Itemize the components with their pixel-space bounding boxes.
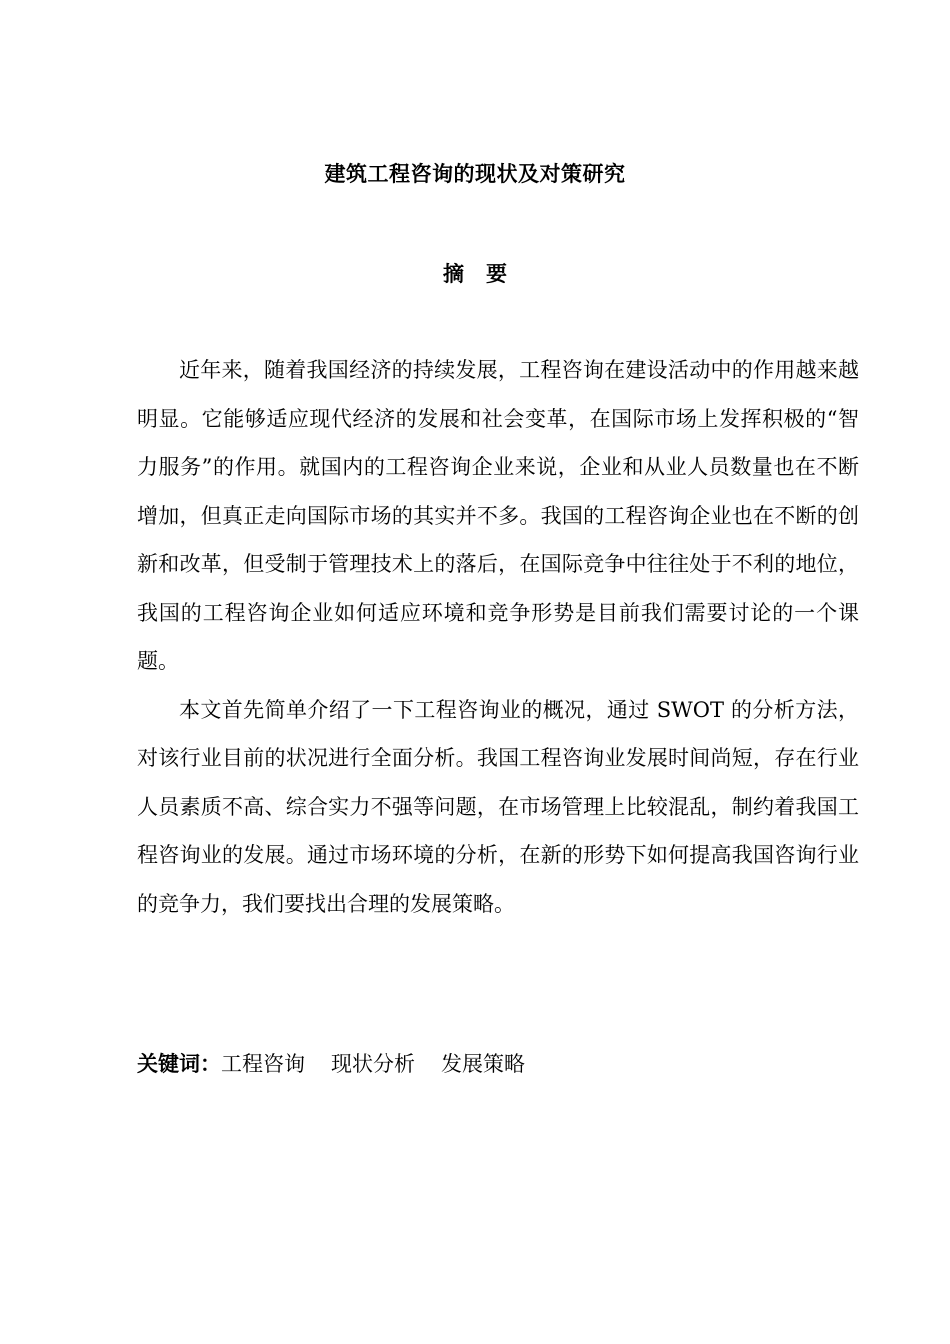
abstract-body [137, 346, 859, 928]
document-title: 建筑工程咨询的现状及对策研究 [324, 162, 626, 186]
keyword-item: 现状分析 [331, 1052, 415, 1076]
abstract-heading-char-1: 摘 [443, 262, 464, 286]
keyword-item: 发展策略 [441, 1052, 525, 1076]
keywords-label: 关键词： [137, 1052, 221, 1076]
abstract-heading [0, 258, 950, 288]
abstract-paragraph-2: 本文首先简单介绍了一下工程咨询业的概况，通过 SWOT 的分析方法，对该行业目前的状况进行全面分析。我国工程咨询业发展时间尚短，存在行业人员素质不高、综合实力不强等问题，在市场管理上比较混乱，制约着我国工程咨询业的发展。通过市场环境的分析，在新的形势下如何提高我国咨询行业的竞争力，我们要找出合理的发展策略。 [137, 697, 859, 916]
keyword-item: 工程咨询 [221, 1052, 305, 1076]
abstract-heading-char-2: 要 [486, 262, 507, 286]
keywords-line [137, 1048, 859, 1080]
abstract-paragraph-1: 近年来，随着我国经济的持续发展，工程咨询在建设活动中的作用越来越明显。它能够适应现代经济的发展和社会变革，在国际市场上发挥积极的“智力服务”的作用。就国内的工程咨询企业来说，企业和从业人员数量也在不断增加，但真正走向国际市场的其实并不多。我国的工程咨询企业也在不断的创新和改革，但受制于管理技术上的落后，在国际竞争中往往处于不利的地位，我国的工程咨询企业如何适应环境和竞争形势是目前我们需要讨论的一个课题。 [137, 358, 859, 673]
